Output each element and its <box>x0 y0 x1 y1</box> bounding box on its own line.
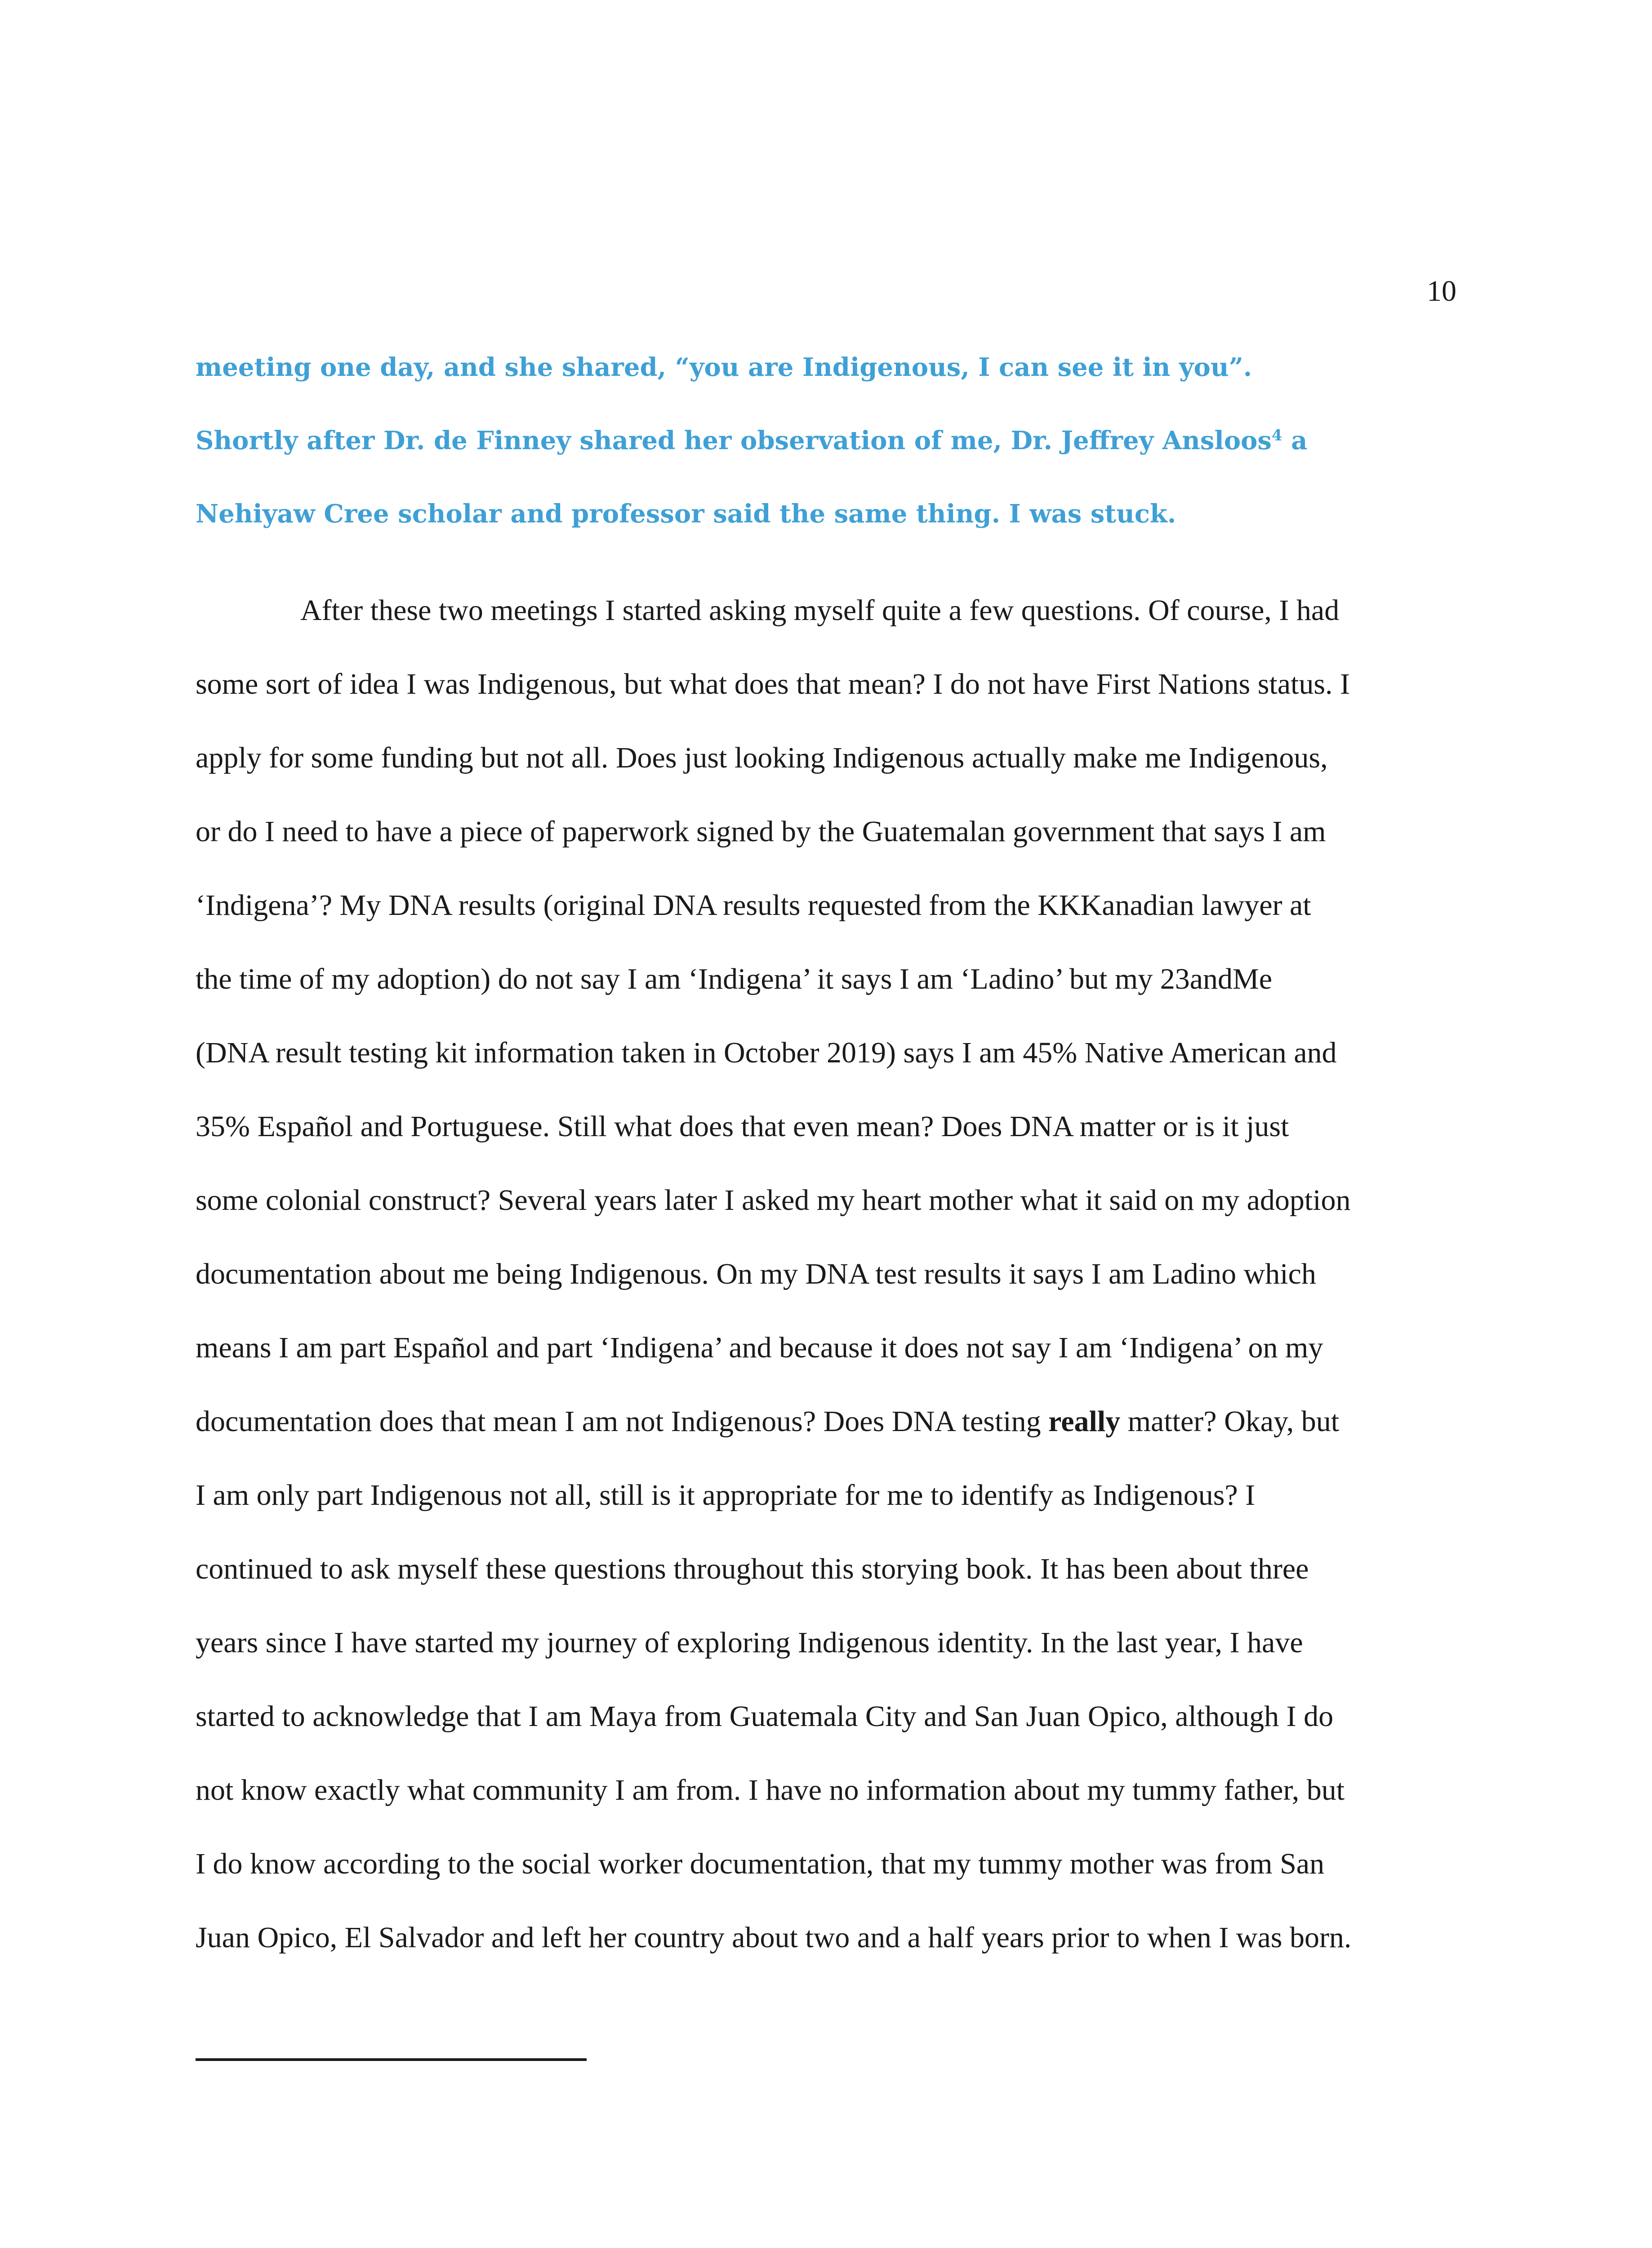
highlight-line-2 <box>196 414 1307 468</box>
body-line: After these two meetings I started asking myself quite a few questions. Of course, I had <box>300 594 1340 627</box>
highlight-line-2-text: Shortly after Dr. de Finney shared her observation of me, Dr. Jeffrey Ansloos <box>196 426 1272 455</box>
body-line: I do know according to the social worker documentation, that my tummy mother was from San <box>196 1847 1325 1880</box>
body-line: Juan Opico, El Salvador and left her country about two and a half years prior to when I was born. <box>196 1921 1352 1954</box>
body-line: or do I need to have a piece of paperwork signed by the Guatemalan government that says I am <box>196 815 1326 848</box>
footnote-separator <box>196 2058 587 2061</box>
highlight-line-1: meeting one day, and she shared, “you are Indigenous, I can see it in you”. <box>196 352 1252 382</box>
highlight-line-2-end: a <box>1282 426 1308 455</box>
body-line: the time of my adoption) do not say I am ‘Indigena’ it says I am ‘Ladino’ but my 23andMe <box>196 963 1272 995</box>
body-line-text: matter? Okay, but <box>1120 1405 1340 1438</box>
highlight-line-3: Nehiyaw Cree scholar and professor said the same thing. I was stuck. <box>196 499 1176 529</box>
body-line <box>196 1395 1339 1449</box>
emphasized-word: really <box>1048 1405 1121 1438</box>
body-line: documentation about me being Indigenous. On my DNA test results it says I am Ladino which <box>196 1258 1316 1290</box>
body-line: ‘Indigena’? My DNA results (original DNA results requested from the KKKanadian lawyer at <box>196 889 1311 922</box>
body-line: (DNA result testing kit information taken in October 2019) says I am 45% Native American and <box>196 1036 1337 1069</box>
body-line: some sort of idea I was Indigenous, but what does that mean? I do not have First Nations status. I <box>196 668 1350 700</box>
page-number: 10 <box>1427 275 1456 308</box>
footnote-reference-4[interactable]: 4 <box>1271 426 1282 445</box>
body-line: apply for some funding but not all. Does just looking Indigenous actually make me Indigenous, <box>196 741 1328 774</box>
body-line: years since I have started my journey of exploring Indigenous identity. In the last year, I have <box>196 1626 1303 1659</box>
body-line: continued to ask myself these questions throughout this storying book. It has been about three <box>196 1552 1309 1585</box>
body-line: started to acknowledge that I am Maya from Guatemala City and San Juan Opico, although I do <box>196 1700 1334 1733</box>
body-line: some colonial construct? Several years later I asked my heart mother what it said on my adoption <box>196 1184 1351 1217</box>
body-line: 35% Español and Portuguese. Still what does that even mean? Does DNA matter or is it just <box>196 1110 1289 1143</box>
body-line: not know exactly what community I am from. I have no information about my tummy father, but <box>196 1774 1345 1806</box>
body-line-text: documentation does that mean I am not Indigenous? Does DNA testing <box>196 1405 1049 1438</box>
body-line: I am only part Indigenous not all, still is it appropriate for me to identify as Indigenous? I <box>196 1479 1256 1512</box>
body-line: means I am part Español and part ‘Indigena’ and because it does not say I am ‘Indigena’ on my <box>196 1331 1323 1364</box>
